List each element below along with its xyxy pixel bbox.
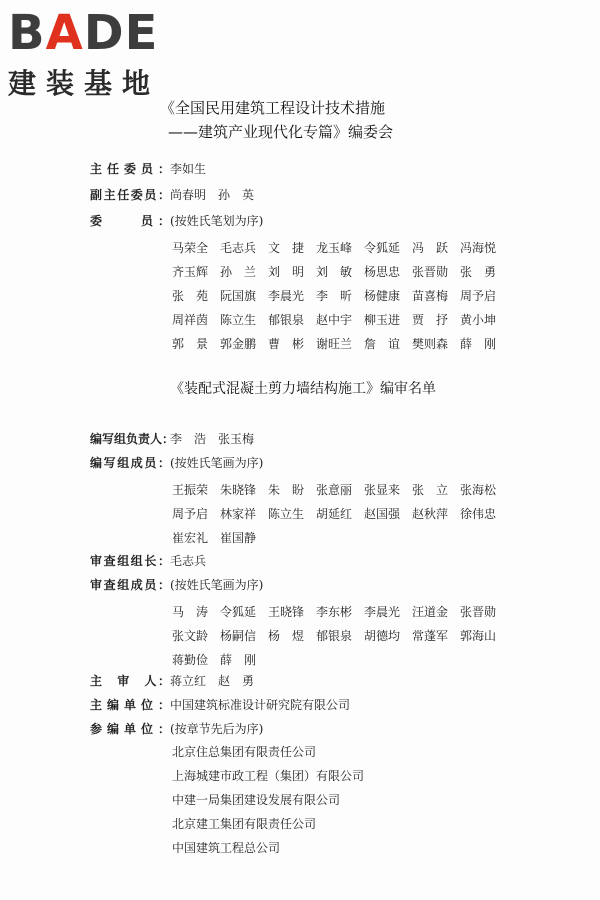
members-label: 委 员： xyxy=(90,214,170,228)
person-name: 朱 盼 xyxy=(268,483,305,497)
bade-logo xyxy=(8,5,161,102)
person-name: 杨 煜 xyxy=(268,629,305,643)
person-name: 刘 敏 xyxy=(316,265,353,279)
person-name: 郁银泉 xyxy=(268,313,305,327)
person-name: 冯 跃 xyxy=(412,241,449,255)
person-name: 张意丽 xyxy=(316,483,353,497)
person-name: 令狐延 xyxy=(220,605,257,619)
participating-unit: 北京建工集团有限责任公司 xyxy=(172,817,317,831)
person-name: 冯海悦 xyxy=(460,241,497,255)
person-name: 周祥茵 xyxy=(172,313,209,327)
person-name: 李晨光 xyxy=(364,605,401,619)
chief-reviewer-names: 蒋立红 赵 勇 xyxy=(170,674,255,688)
person-name: 樊则森 xyxy=(412,337,449,351)
person-name: 朱晓锋 xyxy=(220,483,257,497)
members-row xyxy=(90,212,263,229)
person-name: 郁银泉 xyxy=(316,629,353,643)
deputy-label: 副主任委员： xyxy=(90,188,170,202)
title-line-1: 《全国民用建筑工程设计技术措施 xyxy=(160,99,386,117)
person-name: 赵国强 xyxy=(364,507,401,521)
person-name: 毛志兵 xyxy=(220,241,257,255)
participating-unit: 中建一局集团建设发展有限公司 xyxy=(172,793,341,807)
person-name: 马荣全 xyxy=(172,241,209,255)
person-name: 孙 兰 xyxy=(220,265,257,279)
person-name: 崔宏礼 xyxy=(172,531,209,545)
person-name: 曹 彬 xyxy=(268,337,305,351)
person-name: 胡延红 xyxy=(316,507,353,521)
person-name: 张显来 xyxy=(364,483,401,497)
person-name: 郭海山 xyxy=(460,629,497,643)
person-name: 李晨光 xyxy=(268,289,305,303)
review-lead-label: 审查组组长： xyxy=(90,554,170,568)
logo-wordmark: BADE xyxy=(8,5,159,61)
writing-lead-row xyxy=(90,430,254,447)
person-name: 张 苑 xyxy=(172,289,209,303)
person-name: 郭 景 xyxy=(172,337,209,351)
logo-accent-letter: A xyxy=(45,5,84,61)
participating-unit: 北京住总集团有限责任公司 xyxy=(172,745,317,759)
person-name: 张晋勋 xyxy=(412,265,449,279)
person-name: 赵中宇 xyxy=(316,313,353,327)
person-name: 谢旺兰 xyxy=(316,337,353,351)
person-name: 赵秋萍 xyxy=(412,507,449,521)
logo-subtitle: 建装基地 xyxy=(8,67,161,100)
person-name: 李 昕 xyxy=(316,289,353,303)
person-name: 文 捷 xyxy=(268,241,305,255)
person-name: 常蓬军 xyxy=(412,629,449,643)
review-lead-row xyxy=(90,552,206,569)
person-name: 杨嗣信 xyxy=(220,629,257,643)
writing-members-note: (按姓氏笔画为序) xyxy=(170,456,264,470)
person-name: 崔国静 xyxy=(220,531,257,545)
writing-members-grid xyxy=(172,478,508,550)
person-name: 薛 刚 xyxy=(460,337,497,351)
person-name: 齐玉辉 xyxy=(172,265,209,279)
review-list-title: 《装配式混凝土剪力墙结构施工》编审名单 xyxy=(170,381,436,397)
committee-title xyxy=(160,96,393,144)
person-name: 张海松 xyxy=(460,483,497,497)
person-name: 陈立生 xyxy=(268,507,305,521)
review-members-note: (按姓氏笔画为序) xyxy=(170,578,264,592)
person-name: 詹 谊 xyxy=(364,337,401,351)
editor-unit-name: 中国建筑标准设计研究院有限公司 xyxy=(170,698,351,712)
name-row xyxy=(172,236,508,260)
director-name: 李如生 xyxy=(170,162,207,176)
name-row xyxy=(172,526,508,550)
review-members-label: 审查组成员： xyxy=(90,578,170,592)
name-row xyxy=(172,648,508,672)
chief-reviewer-label: 主 审 人： xyxy=(90,674,170,688)
participating-units-list xyxy=(172,740,364,860)
person-name: 张 立 xyxy=(412,483,449,497)
review-members-row xyxy=(90,576,263,593)
editor-unit-label: 主编单位： xyxy=(90,698,170,712)
person-name: 张晋勋 xyxy=(460,605,497,619)
person-name: 王振荣 xyxy=(172,483,209,497)
person-name: 龙玉峰 xyxy=(316,241,353,255)
review-lead-name: 毛志兵 xyxy=(170,554,207,568)
editor-unit-row xyxy=(90,696,350,713)
participating-note: (按章节先后为序) xyxy=(170,722,264,736)
person-name: 周予启 xyxy=(460,289,497,303)
name-row xyxy=(172,260,508,284)
person-name: 胡德均 xyxy=(364,629,401,643)
participating-row xyxy=(90,720,263,737)
participating-label: 参编单位： xyxy=(90,722,170,736)
person-name: 柳玉进 xyxy=(364,313,401,327)
person-name: 王晓锋 xyxy=(268,605,305,619)
deputy-row xyxy=(90,186,254,203)
person-name: 杨思忠 xyxy=(364,265,401,279)
participating-unit: 上海城建市政工程（集团）有限公司 xyxy=(172,769,365,783)
review-members-grid xyxy=(172,600,508,672)
chief-reviewer-row xyxy=(90,672,254,689)
person-name: 刘 明 xyxy=(268,265,305,279)
writing-lead-label: 编写组负责人： xyxy=(90,432,175,446)
writing-members-label: 编写组成员： xyxy=(90,456,170,470)
name-row xyxy=(172,478,508,502)
person-name: 徐伟忠 xyxy=(460,507,497,521)
name-row xyxy=(172,624,508,648)
name-row xyxy=(172,284,508,308)
person-name: 周予启 xyxy=(172,507,209,521)
person-name: 李东彬 xyxy=(316,605,353,619)
name-row xyxy=(172,308,508,332)
person-name: 张文龄 xyxy=(172,629,209,643)
person-name: 汪道金 xyxy=(412,605,449,619)
person-name: 杨健康 xyxy=(364,289,401,303)
person-name: 陈立生 xyxy=(220,313,257,327)
person-name: 薛 刚 xyxy=(220,653,257,667)
director-label: 主任委员： xyxy=(90,162,170,176)
name-row xyxy=(172,600,508,624)
person-name: 郭金鹏 xyxy=(220,337,257,351)
person-name: 令狐延 xyxy=(364,241,401,255)
person-name: 林家祥 xyxy=(220,507,257,521)
person-name: 阮国旗 xyxy=(220,289,257,303)
writing-lead-names: 李 浩 张玉梅 xyxy=(170,432,255,446)
person-name: 马 涛 xyxy=(172,605,209,619)
participating-unit: 中国建筑工程总公司 xyxy=(172,841,281,855)
deputy-names: 尚春明 孙 英 xyxy=(170,188,255,202)
writing-members-row xyxy=(90,454,263,471)
person-name: 黄小坤 xyxy=(460,313,497,327)
name-row xyxy=(172,502,508,526)
director-row xyxy=(90,160,206,177)
name-row xyxy=(172,332,508,356)
person-name: 张 勇 xyxy=(460,265,497,279)
person-name: 苗喜梅 xyxy=(412,289,449,303)
title-line-2: ——建筑产业现代化专篇》编委会 xyxy=(168,123,394,141)
members-note: (按姓氏笔划为序) xyxy=(170,214,264,228)
members-name-grid xyxy=(172,236,508,356)
person-name: 贾 抒 xyxy=(412,313,449,327)
person-name: 蒋勤俭 xyxy=(172,653,209,667)
